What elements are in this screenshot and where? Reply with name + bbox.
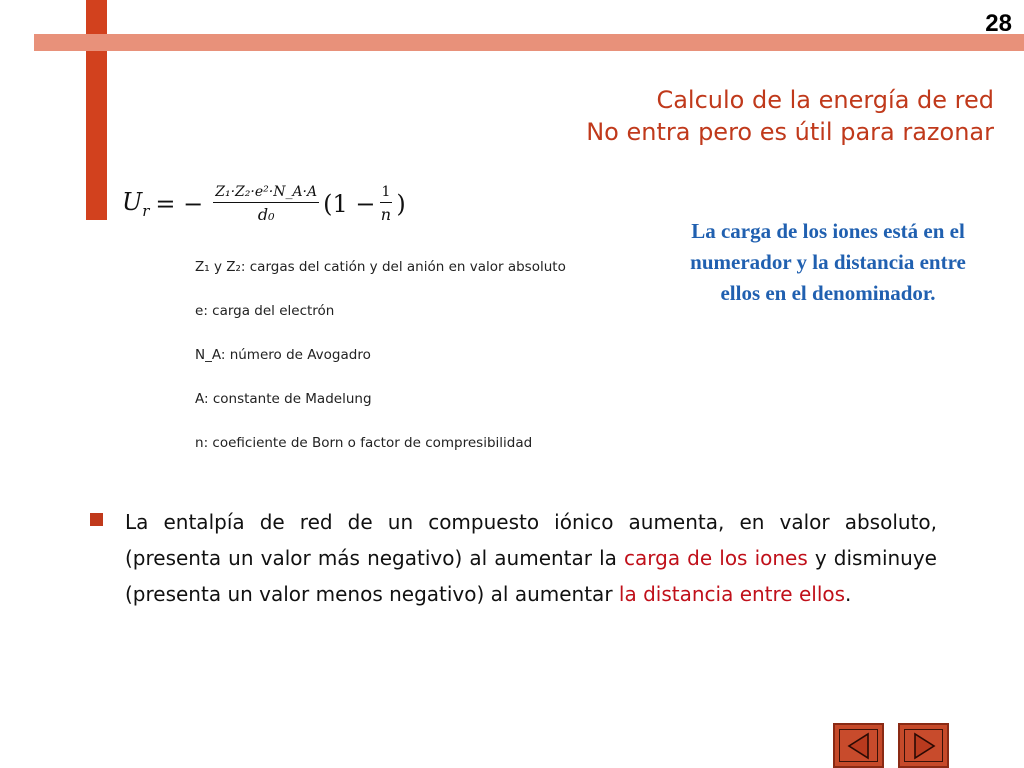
main-paragraph [125, 504, 937, 612]
definition-symbol: n [195, 435, 204, 451]
horizontal-accent-bar [34, 34, 1024, 51]
definition-symbol: N_A [195, 347, 221, 363]
title-line-1: Calculo de la energía de red [656, 86, 994, 114]
definition-text: : coeficiente de Born o factor de compresibilidad [203, 435, 533, 451]
formula-inner-numerator: 1 [380, 184, 393, 203]
next-slide-button[interactable] [898, 723, 949, 768]
formula-main-fraction [213, 184, 319, 224]
formula-lhs [122, 188, 149, 220]
definition-symbol: e [195, 303, 204, 319]
triangle-left-icon [844, 731, 874, 761]
highlight-charge: carga de los iones [624, 546, 808, 570]
slide-number: 28 [985, 10, 1012, 37]
formula-denominator: d₀ [257, 205, 275, 224]
definition-text: : carga del electrón [203, 303, 335, 319]
formula-numerator: Z₁·Z₂·e²·N_A·A [213, 184, 319, 203]
definitions-list [195, 256, 566, 476]
paragraph-text: . [845, 582, 852, 606]
formula-inner-fraction [380, 184, 393, 224]
definition-item [195, 344, 566, 388]
next-slide-button-face [904, 729, 943, 762]
slide-title [586, 84, 994, 148]
definition-item [195, 256, 566, 300]
formula-symbol-u: U [122, 188, 143, 217]
definition-text: : cargas del catión y del anión en valor absoluto [240, 259, 566, 275]
formula-inner-denominator: n [380, 205, 392, 224]
definition-symbol: Z₁ y Z₂ [195, 259, 241, 275]
formula-equals: = − [155, 190, 204, 218]
vertical-accent-bar [86, 0, 107, 220]
previous-slide-button[interactable] [833, 723, 884, 768]
previous-slide-button-face [839, 729, 878, 762]
formula-subscript-r: r [142, 201, 150, 220]
definition-text: : número de Avogadro [220, 347, 371, 363]
square-bullet-icon [90, 513, 103, 526]
definition-item [195, 388, 566, 432]
lattice-energy-formula [122, 176, 406, 232]
definition-symbol: A [195, 391, 204, 407]
formula-factor-open: (1 − [323, 190, 376, 218]
side-note: La carga de los iones está en el numerador y la distancia entre ellos en el denominador. [690, 219, 966, 305]
definition-text: : constante de Madelung [204, 391, 372, 407]
highlight-distance: la distancia entre ellos [618, 582, 846, 606]
paragraph-text: y disminuye (presenta un valor menos negativo) al aumentar [125, 546, 937, 606]
triangle-right-icon [909, 731, 939, 761]
paragraph-text: La entalpía de red de un compuesto iónico aumenta, en valor absoluto, (presenta un valor más negativo) al aumentar la [125, 510, 937, 570]
title-line-2: No entra pero es útil para razonar [586, 118, 994, 146]
definition-item [195, 432, 566, 476]
definition-item [195, 300, 566, 344]
formula-factor-close: ) [396, 190, 406, 218]
